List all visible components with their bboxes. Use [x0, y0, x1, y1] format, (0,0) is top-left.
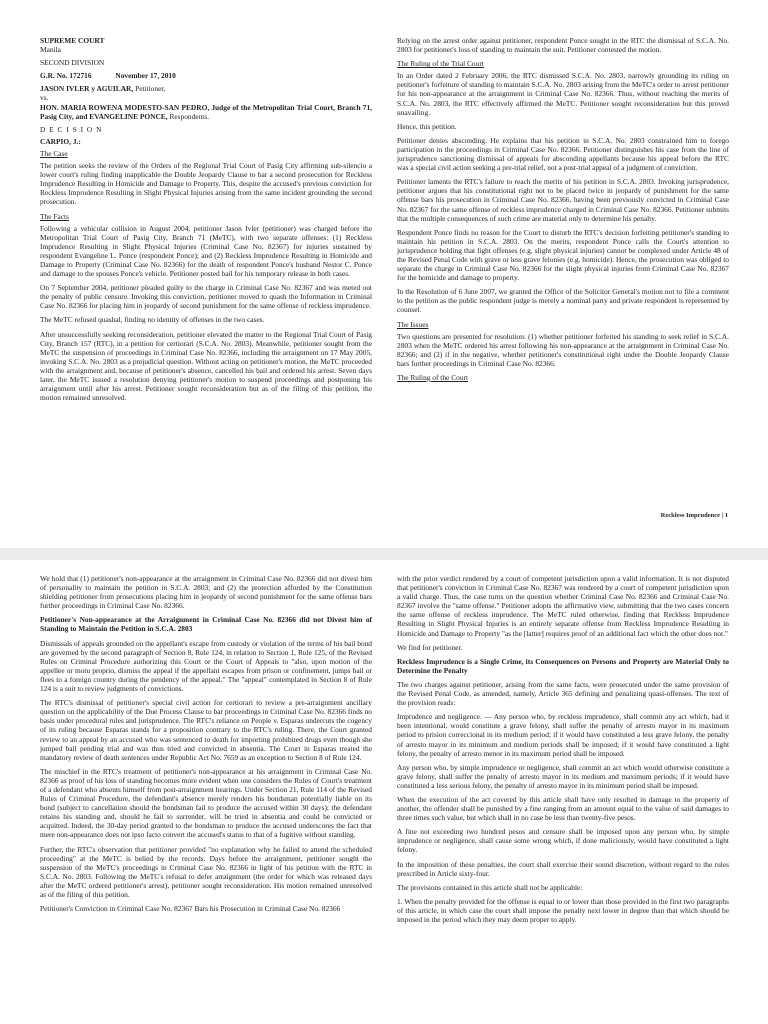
paragraph: In the Resolution of 6 June 2007, we granted the Office of the Solicitor General's motion not to file a comment to the petition as the public respondent judge is merely a nominal party and private respondent is represented by counsel.	[397, 287, 729, 315]
court-name: SUPREME COURT	[40, 36, 105, 45]
paragraph: After unsuccessfully seeking reconsideration, petitioner elevated the matter to the Regional Trial Court of Pasig City, Branch 157 (RTC), in a petition for certiorari (S.C.A. No. 2803). Meanwhile, petitioner sought from the MeTC the suspension of proceedings in Criminal Case No. 82366, including the arraignment on 17 May 2005, invoking S.C.A. No. 2803 as a prejudicial question. Without acting on petitioner's motion, the MeTC proceeded with the arraignment and, because of petitioner's absence, cancelled his bail and ordered his arrest. Seven days later, the MeTC issued a resolution denying petitioner's motion to suspend proceedings and postponing his arraignment until after his arrest. Petitioner sought reconsideration but as of the filing of this petition, the motion remained unresolved.	[40, 329, 372, 403]
paragraph: On 7 September 2004, petitioner pleaded guilty to the charge in Criminal Case No. 82367 and was meted out the penalty of public censure. Invoking this conviction, petitioner moved to quash the Information in Criminal Case No. 82366 for placing him in jeopardy of second punishment for the same offense of reckless imprudence.	[40, 283, 372, 311]
section-heading: Reckless Imprudence is a Single Crime, its Consequences on Persons and Property are Material Only to Determine the Penalty	[397, 656, 729, 675]
paragraph: Two questions are presented for resolution: (1) whether petitioner forfeited his standing to seek relief in S.C.A. 2803 when the MeTC ordered his arrest following his non-appearance at the arraignment in Criminal Case No. 82366; and (2) if in the negative, whether petitioner's constitutional right under the Double Jeopardy Clause bars further proceedings in Criminal Case No. 82366.	[397, 331, 729, 368]
court-city: Manila	[40, 45, 61, 55]
page-footer: Reckless Imprudence | 1	[660, 512, 728, 519]
paragraph: Petitioner laments the RTC's failure to reach the merits of his petition in S.C.A. 2803. Invoking jurisprudence, petitioner argues that his constitutional right not to be placed twice in jeopardy of punishment for the same offense bars his prosecution in Criminal Case No. 82366, having been previously convicted in Criminal Case No. 82367 for the same offense of reckless imprudence charged in Criminal Case No. 82366. Petitioner submits that the multiple consequences of such crime are material only to determine his penalty.	[397, 177, 729, 223]
paragraph: The petition seeks the review of the Orders of the Regional Trial Court of Pasig City affirming sub-silencio a lower court's ruling finding inapplicable the Double Jeopardy Clause to bar a second prosecution for Reckless Imprudence Resulting in Homicide and Damage to Property. This, despite the accused's previous conviction for Reckless Imprudence Resulting in Slight Physical Injuries arising from the same incident grounding the second prosecution.	[40, 161, 372, 207]
page1-left-column	[40, 36, 372, 407]
petitioner-line	[40, 84, 372, 93]
decision-date: November 17, 2010	[115, 71, 176, 81]
paragraph: Petitioner denies absconding. He explains that his petition in S.C.A. No. 2803 constrained him to forego participation in the proceedings in Criminal Case No. 82366. Petitioner distinguishes his case from the line of jurisprudence sanctioning dismissal of appeals for absconding appellants because his appeal before the RTC was a special civil action seeking a pre-trial relief, not a post-trial appeal of a judgment of conviction.	[397, 135, 729, 173]
document-page-2	[0, 560, 768, 1024]
section-the-facts: The Facts	[40, 211, 69, 221]
section-ruling-of-court: The Ruling of the Court	[397, 373, 469, 382]
gr-number: G.R. No. 172716	[40, 71, 92, 81]
paragraph: with the prior verdict rendered by a court of competent jurisdiction upon a valid information. It is not disputed that petitioner's conviction in Criminal Case No. 82367 was rendered by a court of competent jurisdiction upon a valid charge. Thus, the case turns on the question whether Criminal Case No. 82366 and Criminal Case No. 82367 involve the "same offense." Petitioner adopts the affirmative view, submitting that the two cases concern the same offense of reckless imprudence. The MeTC ruled otherwise, finding that Reckless Imprudence Resulting in Slight Physical Injuries is an entirely separate offense from Reckless Imprudence Resulting in Homicide and Damage to Property "as the [latter] requires proof of an additional fact which the other does not."	[397, 574, 729, 638]
case-header	[40, 71, 372, 80]
paragraph: In an Order dated 2 February 2006, the RTC dismissed S.C.A. No. 2803, narrowly grounding its ruling on petitioner's forfeiture of standing to maintain S.C.A. No. 2803 arising from the MeTC's order to arrest petitioner for his non-appearance at the arraignment in Criminal Case No. 82366. Thus, without reaching the merits of S.C.A. No. 2803, the RTC effectively affirmed the MeTC. Petitioner sought reconsideration but this proved unavailing.	[397, 71, 729, 117]
paragraph: The RTC's dismissal of petitioner's special civil action for certiorari to review a pre-arraignment ancillary question on the applicability of the Due Process Clause to bar proceedings in Criminal Case No. 82366 finds no basis under procedural rules and jurisprudence. The RTC's reliance on People v. Esparas undercuts the cogency of its ruling because Esparas stands for a proposition contrary to the RTC's ruling. There, the Court granted review to an appeal by an accused who was sentenced to death for importing prohibited drugs even though she jumped bail pending trial and was thus tried and convicted in absentia. The Court in Esparas treated the mandatory review of death sentences under Republic Act No. 7659 as an exception to Section 8 of Rule 124.	[40, 698, 372, 762]
section-ruling-trial-court: The Ruling of the Trial Court	[397, 59, 484, 69]
paragraph: The two charges against petitioner, arising from the same facts, were prosecuted under the same provision of the Revised Penal Code, as amended, namely, Article 365 defining and penalizing quasi-offenses. The text of the provision reads:	[397, 679, 729, 708]
petitioner-name: JASON IVLER y AGUILAR,	[40, 84, 134, 94]
paragraph: We hold that (1) petitioner's non-appearance at the arraignment in Criminal Case No. 82366 did not divest him of personality to maintain the petition in S.C.A. 2803; and (2) the protection afforded by the Constitution shielding petitioner from prosecutions placing him in jeopardy of second punishment for the same offense bars further proceedings in Criminal Case No. 82366.	[40, 574, 372, 611]
quoted-paragraph: When the execution of the act covered by this article shall have only resulted in damage to the property of another, the offender shall be punished by a fine ranging from an amount equal to the value of said damages to three times such value, but which shall in no case be less than twenty-five pesos.	[397, 794, 729, 823]
ponente: CARPIO, J.:	[40, 136, 81, 146]
quoted-paragraph: A fine not exceeding two hundred pesos and censure shall be imposed upon any person who, by simple imprudence or negligence, shall cause some wrong which, if done maliciously, would have constituted a light felony.	[397, 827, 729, 855]
page2-right-column	[397, 574, 729, 929]
versus: vs.	[40, 93, 49, 103]
respondents-role: Respondents.	[167, 111, 210, 121]
paragraph: The MeTC refused quashal, finding no identity of offenses in the two cases.	[40, 315, 265, 325]
paragraph: Relying on the arrest order against petitioner, respondent Ponce sought in the RTC the dismissal of S.C.A. No. 2803 for petitioner's loss of standing to maintain the suit. Petitioner contested the motion.	[397, 36, 729, 55]
paragraph: Dismissals of appeals grounded on the appellant's escape from custody or violation of the terms of his bail bond are governed by the second paragraph of Section 8, Rule 124, in relation to Section 1, Rule 125, of the Revised Rules on Criminal Procedure authorizing this Court or the Court of Appeals to "also, upon motion of the appellee or motu proprio, dismiss the appeal if the appellant escapes from prison or confinement, jumps bail or flees to a foreign country during the pendency of the appeal." The "appeal" contemplated in Section 8 of Rule 124 is a suit to review judgments of convictions.	[40, 638, 372, 694]
page-separator	[0, 548, 768, 560]
section-heading: Petitioner's Non-appearance at the Arraignment in Criminal Case No. 82366 did not Divest him of Standing to Maintain the Petition in S.C.A. 2803	[40, 615, 372, 634]
paragraph: Following a vehicular collision in August 2004, petitioner Jason Ivler (petitioner) was charged before the Metropolitan Trial Court of Pasig City, Branch 71 (MeTC), with two separate offenses: (1) Reckless Imprudence Resulting in Slight Physical Injuries (Criminal Case No. 82367) for injuries sustained by respondent Evangeline L. Ponce (respondent Ponce); and (2) Reckless Imprudence Resulting in Homicide and Damage to Property (Criminal Case No. 82366) for the death of respondent Ponce's husband Nestor C. Ponce and damage to the spouses Ponce's vehicle. Petitioner posted bail for his temporary release in both cases.	[40, 223, 372, 279]
page1-right-column	[397, 36, 729, 385]
respondents-names: HON. MARIA ROWENA MODESTO-SAN PEDRO, Judge of the Metropolitan Trial Court, Branch 71, Pasig City, and EVANGELINE PONCE,	[40, 102, 372, 121]
decision-heading: D E C I S I O N	[40, 124, 103, 134]
quoted-paragraph: The provisions contained in this article shall not be applicable:	[397, 882, 583, 892]
quoted-paragraph: Any person who, by simple imprudence or negligence, shall commit an act which would otherwise constitute a grave felony, shall suffer the penalty of arresto mayor in its medium and maximum periods; if it would have constituted a less serious felony, the penalty of arresto mayor in its minimum period shall be imposed.	[397, 762, 729, 790]
paragraph: Further, the RTC's observation that petitioner provided "no explanation why he failed to attend the scheduled proceeding" at the MeTC is belied by the records. Days before the arraignment, petitioner sought the suspension of the MeTC's proceedings in Criminal Case No. 82366 in light of his petition with the RTC in S.C.A. No. 2803. Following the MeTC's refusal to defer arraignment (the order for which was released days after the MeTC ordered petitioner's arrest), petitioner sought reconsideration. His motion remained unresolved as of the filing of this petition.	[40, 844, 372, 899]
section-the-issues: The Issues	[397, 319, 429, 329]
section-the-case: The Case	[40, 148, 68, 158]
quoted-paragraph: In the imposition of these penalties, the court shall exercise their sound discretion, without regard to the rules prescribed in Article sixty-four.	[397, 859, 729, 878]
paragraph: Petitioner's Conviction in Criminal Case No. 82367 Bars his Prosecution in Criminal Case No. 82366	[40, 904, 341, 914]
quoted-paragraph: 1. When the penalty provided for the offense is equal to or lower than those provided in the first two paragraphs of this article, in which case the court shall impose the penalty next lower in degree than that which should be imposed in the period which they may deem proper to apply.	[397, 896, 729, 924]
paragraph: We find for petitioner.	[397, 642, 463, 652]
paragraph: Respondent Ponce finds no reason for the Court to disturb the RTC's decision forfeiting petitioner's standing to maintain his petition in S.C.A. 2803. On the merits, respondent Ponce calls the Court's attention to jurisprudence holding that light offenses (e.g. slight physical injuries) cannot be complexed under Article 48 of the Revised Penal Code with grave or less grave felonies (e.g. homicide). Hence, the prosecution was obliged to separate the charge in Criminal Case No. 82366 for the slight physical injuries from Criminal Case No. 82367 for the homicide and damage to property.	[397, 227, 729, 283]
quoted-paragraph: Imprudence and negligence. — Any person who, by reckless imprudence, shall commit any act which, had it been intentional, would constitute a grave felony, shall suffer the penalty of arresto mayor in its maximum period to prision correccional in its medium period; if it would have constituted a less grave felony, the penalty of arresto mayor in its minimum and medium periods shall be imposed; if it would have constituted a light felony, the penalty of arresto menor in its maximum period shall be imposed.	[397, 712, 729, 758]
respondents-line	[40, 103, 372, 121]
petitioner-role: Petitioner,	[133, 84, 166, 94]
division: SECOND DIVISION	[40, 58, 105, 68]
page2-left-column	[40, 574, 372, 918]
paragraph: Hence, this petition.	[397, 121, 457, 131]
paragraph: The mischief in the RTC's treatment of petitioner's non-appearance at his arraignment in Criminal Case No. 82366 as proof of his loss of standing becomes more evident when one considers the Rules of Court's treatment of a defendant who absents himself from post-arraignment hearings. Under Section 21, Rule 114 of the Revised Rules of Criminal Procedure, the defendant's absence merely renders his bondsman potentially liable on its bond (subject to cancellation should the bondsman fail to produce the accused within 30 days); the defendant retains his standing and, should he fail to surrender, will be tried in absentia and could be convicted or acquitted. Indeed, the 30-day period granted to the bondsman to produce the accused underscores the fact that mere non-appearance does not ipso facto convert the accused's status to that of a fugitive without standing.	[40, 766, 372, 840]
